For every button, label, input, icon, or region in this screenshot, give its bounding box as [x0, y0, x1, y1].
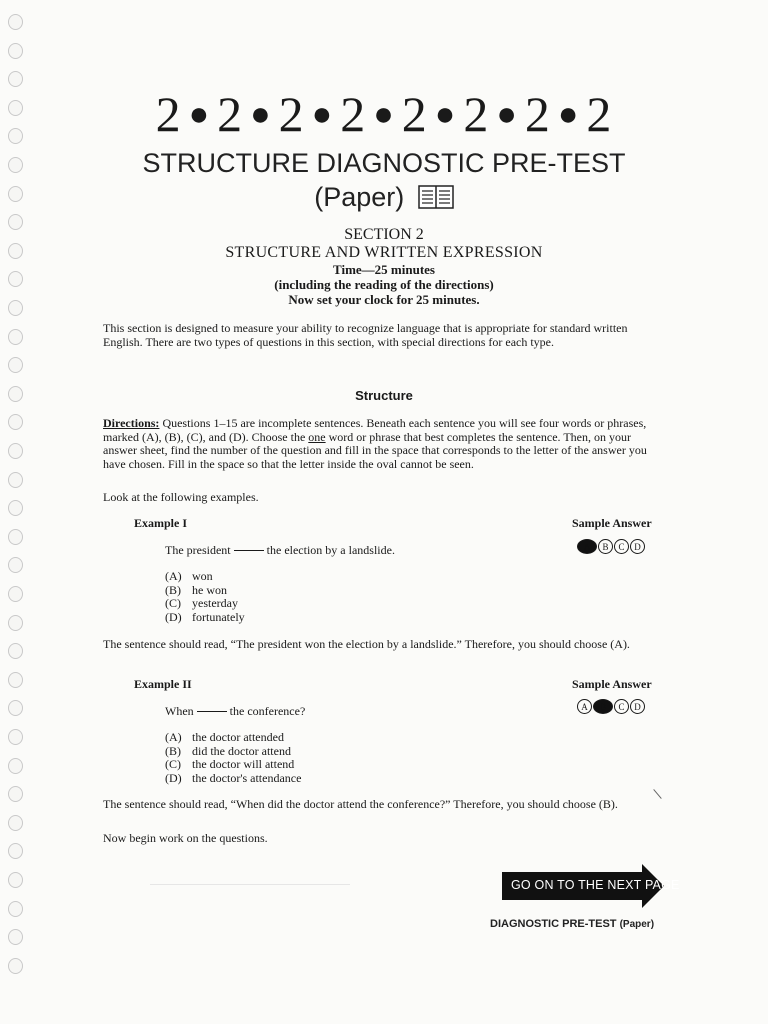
binder-hole: [8, 958, 23, 974]
example-2-options: [165, 731, 301, 785]
binder-hole: [8, 472, 23, 488]
answer-blank: [234, 550, 264, 551]
example-1-sample-bubbles: [577, 539, 645, 554]
directions-paragraph: Directions: Questions 1–15 are incomplete sentences. Beneath each sentence you will see four words or phrases, marked (A), (B), (C), and (D). Choose the one word or phrase that best completes the sentence. Then, on your answer sheet, find the number of the question and fill in the space that corresponds to the letter of the answer you have chosen. Fill in the space so that the letter inside the oval cannot be seen.: [103, 416, 647, 471]
directions-label: Directions:: [103, 416, 160, 430]
begin-instruction: Now begin work on the questions.: [103, 831, 268, 845]
example-1-sentence: The president the election by a landslide.: [165, 543, 395, 557]
option: (A) the doctor attended: [165, 730, 284, 744]
answer-bubble: D: [630, 539, 645, 554]
section-name: STRUCTURE AND WRITTEN EXPRESSION: [225, 244, 543, 261]
answer-bubble: A: [577, 699, 592, 714]
section-time-note: (including the reading of the directions): [274, 277, 494, 292]
binder-hole: [8, 529, 23, 545]
example-1-explanation: The sentence should read, “The president won the election by a landslide.” Therefore, you should choose (A).: [103, 637, 630, 651]
binder-hole: [8, 729, 23, 745]
binder-hole: [8, 43, 23, 59]
look-at-examples: Look at the following examples.: [103, 490, 259, 504]
option: (C) the doctor will attend: [165, 757, 295, 771]
binder-hole: [8, 615, 23, 631]
section-number-banner: 2 ● 2 ● 2 ● 2 ● 2 ● 2 ● 2 ● 2: [155, 86, 613, 142]
answer-bubble: C: [614, 699, 629, 714]
binder-hole: [8, 929, 23, 945]
section-clock-note: Now set your clock for 25 minutes.: [288, 292, 480, 307]
binder-hole: [8, 357, 23, 373]
example-1-label: Example I: [134, 516, 188, 530]
page-title: STRUCTURE DIAGNOSTIC PRE-TEST: [142, 148, 626, 178]
answer-bubble: C: [614, 539, 629, 554]
binder-hole: [8, 500, 23, 516]
example-2-label: Example II: [134, 677, 192, 691]
binder-hole: [8, 71, 23, 87]
go-to-next-page-arrow: [502, 864, 680, 908]
example-2-sample-bubbles: [577, 699, 645, 714]
go-to-next-page-label: GO ON TO THE NEXT PAGE: [511, 878, 680, 892]
binder-hole: [8, 700, 23, 716]
binder-hole: [8, 758, 23, 774]
option: (B) he won: [165, 582, 227, 597]
page-footer: DIAGNOSTIC PRE-TEST (Paper): [490, 918, 655, 930]
section-number: SECTION 2: [344, 226, 424, 243]
example-1-sample-label: Sample Answer: [572, 516, 652, 530]
option: (C) yesterday: [165, 596, 238, 610]
binder-hole: [8, 872, 23, 888]
binder-hole: [8, 901, 23, 917]
divider: [150, 884, 350, 885]
structure-heading: Structure: [355, 388, 413, 403]
binder-hole: [8, 643, 23, 659]
binder-hole: [8, 672, 23, 688]
answer-bubble: B: [598, 539, 613, 554]
binder-hole: [8, 414, 23, 430]
section-header: [0, 226, 768, 307]
answer-blank: [197, 711, 227, 712]
binder-hole: [8, 443, 23, 459]
page-subtitle: (Paper): [0, 180, 768, 217]
binder-hole: [8, 786, 23, 802]
binder-hole: [8, 815, 23, 831]
option: (D) the doctor's attendance: [165, 770, 302, 785]
option: (B) did the doctor attend: [165, 743, 291, 758]
intro-paragraph: This section is designed to measure your ability to recognize language that is appropriate for standard written English. There are two types of questions in this section, with special directions for each type.: [103, 321, 628, 349]
binder-hole: [8, 329, 23, 345]
binder-hole: [8, 586, 23, 602]
answer-bubble: B: [593, 699, 613, 714]
answer-bubble: A: [577, 539, 597, 554]
binder-hole: [8, 843, 23, 859]
answer-bubble: D: [630, 699, 645, 714]
example-2-sample-label: Sample Answer: [572, 677, 652, 691]
example-2-sentence: When the conference?: [165, 704, 306, 718]
option: (D) fortunately: [165, 609, 245, 624]
binder-hole: [8, 557, 23, 573]
section-time: Time—25 minutes: [333, 262, 435, 277]
example-1-options: [165, 570, 245, 624]
binder-hole: [8, 14, 23, 30]
example-2-explanation: The sentence should read, “When did the doctor attend the conference?” Therefore, you should choose (B).: [103, 797, 618, 811]
option: (A) won: [165, 569, 213, 583]
book-icon: [418, 183, 454, 217]
